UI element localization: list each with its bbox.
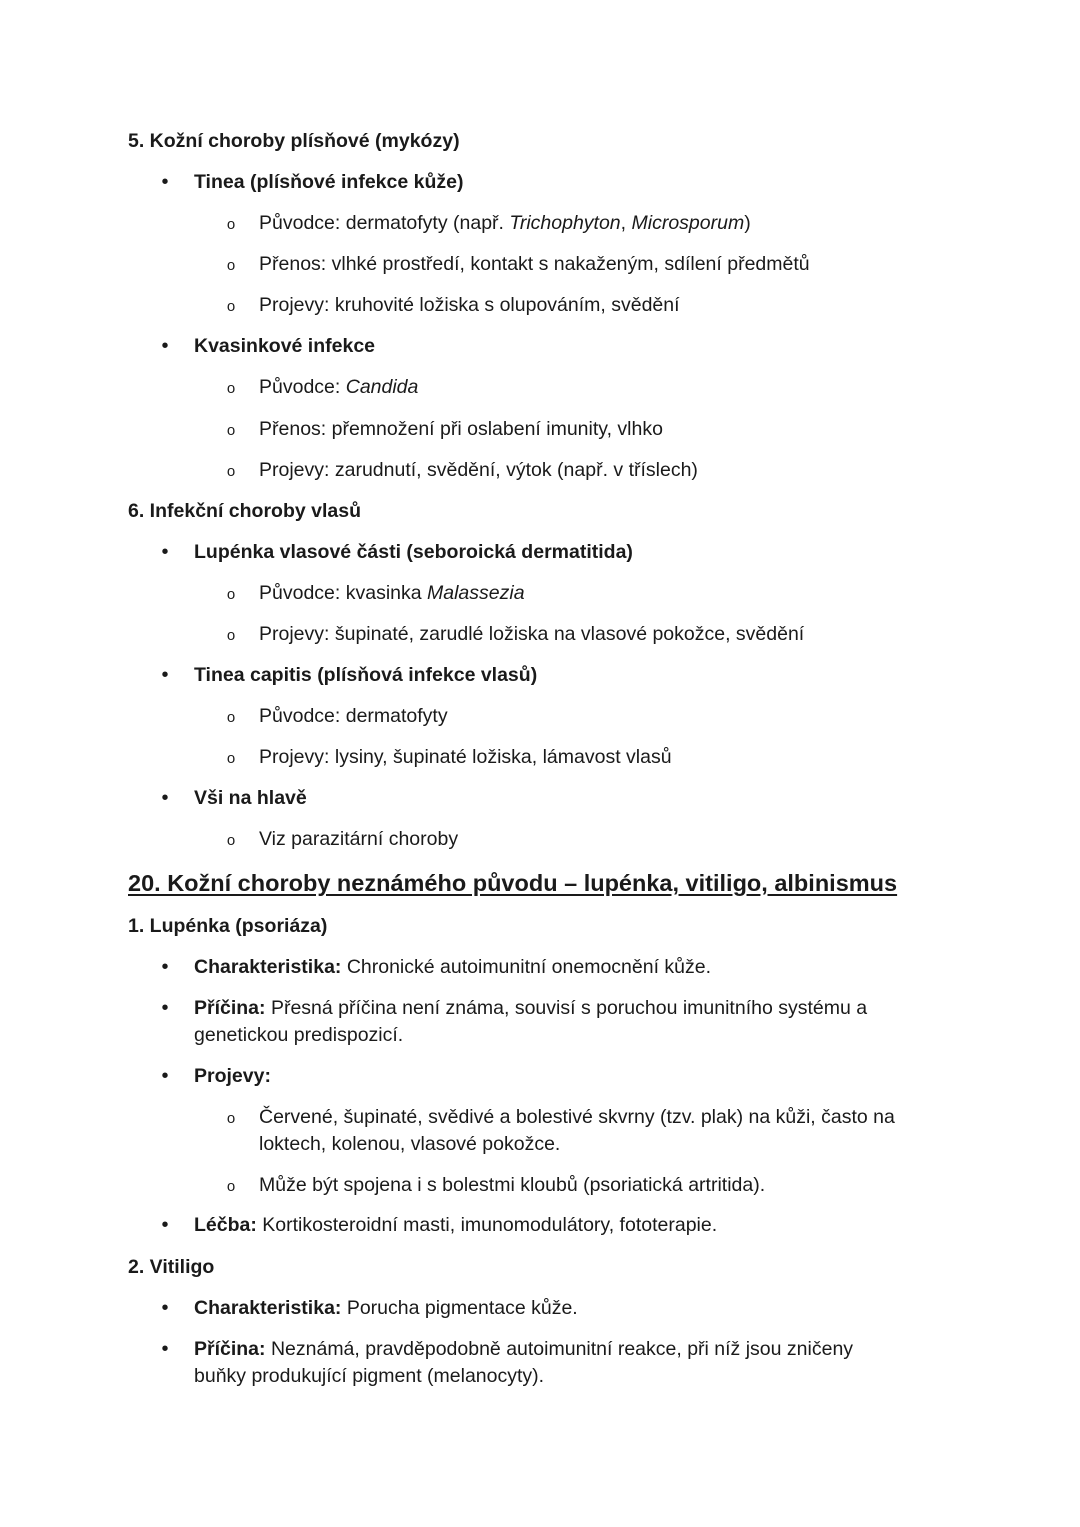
list-item-text: Příčina: Přesná příčina není známa, souvisí s poruchou imunitního systému a genetickou predispozicí. — [194, 997, 868, 1046]
circle-marker: o — [226, 216, 236, 233]
bullet-marker: • — [161, 1214, 169, 1236]
section-heading: 6. Infekční choroby vlasů — [128, 500, 361, 522]
list-item-text: Příčina: Neznámá, pravděpodobně autoimunitní reakce, při níž jsou zničeny buňky produkující pigment (melanocyty). — [194, 1338, 854, 1387]
bullet-marker: • — [161, 1065, 169, 1087]
bullet-marker: • — [161, 541, 169, 563]
list-item-text: Viz parazitární choroby — [259, 828, 459, 850]
list-item-title: Kvasinkové infekce — [194, 335, 376, 357]
bullet-marker: • — [161, 956, 169, 978]
circle-marker: o — [226, 750, 236, 767]
bullet-marker: • — [161, 335, 169, 357]
section-heading: 5. Kožní choroby plísňové (mykózy) — [128, 130, 460, 152]
section-heading: 2. Vitiligo — [128, 1256, 215, 1278]
list-item-text: Charakteristika: Chronické autoimunitní onemocnění kůže. — [194, 956, 712, 978]
bullet-marker: • — [161, 664, 169, 686]
circle-marker: o — [226, 463, 236, 480]
list-item-title: Tinea (plísňové infekce kůže) — [194, 171, 464, 193]
circle-marker: o — [226, 1110, 236, 1127]
list-item-text: Projevy: zarudnutí, svědění, výtok (např. v tříslech) — [259, 459, 698, 481]
bullet-marker: • — [161, 171, 169, 193]
circle-marker: o — [226, 586, 236, 603]
circle-marker: o — [226, 1178, 236, 1195]
bullet-marker: • — [161, 787, 169, 809]
list-item-title: Projevy: — [194, 1065, 271, 1087]
list-item-text: Charakteristika: Porucha pigmentace kůže. — [194, 1297, 578, 1319]
bullet-marker: • — [161, 1297, 169, 1319]
list-item-text: Přenos: přemnožení při oslabení imunity, vlhko — [259, 418, 663, 440]
list-item-text: Léčba: Kortikosteroidní masti, imunomodulátory, fototerapie. — [194, 1214, 718, 1236]
list-item-text: Původce: dermatofyty — [259, 705, 448, 727]
list-item-text: Červené, šupinaté, svědivé a bolestivé skvrny (tzv. plak) na kůži, často na loktech, kolenou, vlasové pokožce. — [259, 1106, 895, 1155]
list-item-title: Vši na hlavě — [194, 787, 307, 809]
list-item-title: Tinea capitis (plísňová infekce vlasů) — [194, 664, 538, 686]
list-item-text: Projevy: lysiny, šupinaté ložiska, lámavost vlasů — [259, 746, 672, 768]
chapter-title: 20. Kožní choroby neznámého původu – lupénka, vitiligo, albinismus — [128, 870, 898, 896]
list-item-text: Původce: kvasinka Malassezia — [259, 582, 525, 604]
circle-marker: o — [226, 422, 236, 439]
list-item-text: Projevy: šupinaté, zarudlé ložiska na vlasové pokožce, svědění — [259, 623, 805, 645]
bullet-marker: • — [161, 1338, 169, 1360]
circle-marker: o — [226, 709, 236, 726]
list-item-text: Projevy: kruhovité ložiska s olupováním, svědění — [259, 294, 680, 316]
section-heading: 1. Lupénka (psoriáza) — [128, 915, 328, 937]
circle-marker: o — [226, 257, 236, 274]
circle-marker: o — [226, 298, 236, 315]
circle-marker: o — [226, 832, 236, 849]
bullet-marker: • — [161, 997, 169, 1019]
list-item-title: Lupénka vlasové části (seboroická dermatitida) — [194, 541, 633, 563]
list-item-text: Může být spojena i s bolestmi kloubů (psoriatická artritida). — [259, 1174, 766, 1196]
list-item-text: Původce: Candida — [259, 376, 419, 398]
list-item-text: Původce: dermatofyty (např. Trichophyton, Microsporum) — [259, 212, 751, 234]
list-item-text: Přenos: vlhké prostředí, kontakt s nakaženým, sdílení předmětů — [259, 253, 810, 275]
circle-marker: o — [226, 627, 236, 644]
circle-marker: o — [226, 380, 236, 397]
